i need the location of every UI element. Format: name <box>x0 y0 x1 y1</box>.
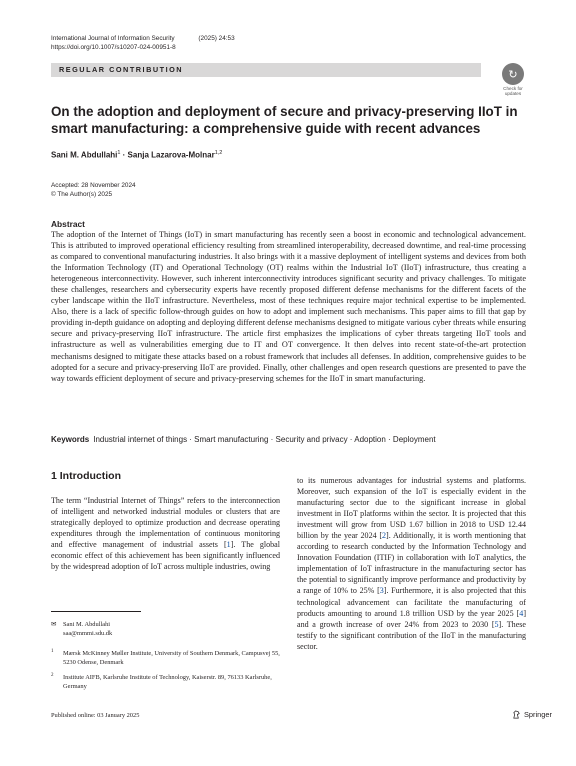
affiliation-number: 1 <box>51 649 54 654</box>
corresponding-name: Sani M. Abdullahi <box>63 621 111 628</box>
author-affiliation-mark: 1 <box>117 150 121 156</box>
journal-name: International Journal of Information Security <box>51 35 175 42</box>
refresh-icon: ↻ <box>502 63 524 85</box>
published-date: Published online: 03 January 2025 <box>51 712 140 719</box>
article-dates <box>51 181 136 199</box>
affiliation <box>51 649 280 667</box>
affiliation-number: 2 <box>51 673 54 678</box>
springer-horse-icon <box>512 710 521 719</box>
citation-link[interactable]: 2 <box>382 531 387 541</box>
author-name: Sanja Lazarova-Molnar <box>127 150 215 160</box>
author-name: Sani M. Abdullahi <box>51 150 118 160</box>
check-for-updates-label: Check for updates <box>503 86 523 96</box>
journal-header <box>51 34 235 52</box>
citation-link[interactable]: 3 <box>379 586 384 596</box>
intro-left-column: The term “Industrial Internet of Things” refers to the interconnection of intelligent and networked industrial modules or clusters that are strategically deployed to optimize production and decrease operating expenditures through the implementation of continuous monitoring and effective management of industrial assets [1]. The global economic effect of this achievement has been significantly influenced by the widespread adoption of IoT across multiple industries, owing <box>51 496 280 572</box>
citation-link[interactable]: 4 <box>519 608 524 618</box>
corresponding-author <box>51 620 112 638</box>
citation-link[interactable]: 5 <box>494 619 499 629</box>
corresponding-email[interactable]: saa@mmmi.sdu.dk <box>63 630 113 637</box>
accepted-date: Accepted: 28 November 2024 <box>51 182 136 189</box>
article-type-banner: REGULAR CONTRIBUTION <box>51 63 481 77</box>
footnote-divider <box>51 611 141 612</box>
intro-right-column: to its numerous advantages for industrial systems and platforms. Moreover, such expansion of the IoT is especially evident in the manufacturing sector due to the significant increase in global investment in IIoT platforms within the sector. It is projected that this investment will grow from USD 1.67 billion in 2018 to USD 12.44 billion by the year 2024 [2]. Additionally, it is worth mentioning that according to research conducted by the Information Technology and Innovation Foundation (ITIF) in collaboration with IoT analytics, the implementation of IoT infrastructure in the manufacturing sector has the potential to significantly improve performance and productivity by a range of 10% to 25% [3]. Furthermore, it is also projected that this technological advancement can facilitate the manufacturing of products amounting to around 1.8 trillion USD by the year 2025 [4] and a growth increase of over 24% from 2023 to 2030 [5]. These testify to the significant contribution of the IIoT in the manufacturing sector. <box>297 476 526 651</box>
copyright-notice: © The Author(s) 2025 <box>51 191 113 198</box>
envelope-icon: ✉ <box>51 621 57 628</box>
doi-link[interactable]: https://doi.org/10.1007/s10207-024-00951-8 <box>51 44 176 51</box>
publisher-logo <box>512 710 552 719</box>
author-separator: · <box>120 150 128 160</box>
affiliation-text: Mærsk McKinney Møller Institute, University of Southern Denmark, Campusvej 55, 5230 Odense, Denmark <box>63 650 280 666</box>
keywords-label: Keywords <box>51 435 90 444</box>
keywords-list: Industrial internet of things · Smart manufacturing · Security and privacy · Adoption · Deployment <box>93 435 436 444</box>
affiliation <box>51 673 280 691</box>
abstract-text: The adoption of the Internet of Things (IoT) in smart manufacturing has recently seen a boost in economic and technological advancement. This is attributed to improved operational efficiency resulting from streamlined interoperability, decreased downtime, and real-time processing as compared to conventional manufacturing industries. It also brings with it a massive deployment of intelligent systems and devices from both the Information Technology (IT) and Operational Technology (OT) realms within the Industrial IoT (IIoT) infrastructure, thus creating a heterogeneous interconnectivity. However, such inherent interconnectivity introduces significant security and privacy challenges. To mitigate these challenges, researchers and cybersecurity experts have recently proposed different defense mechanisms for the different facets of the cyber landscape within the IIoT infrastructure. Nevertheless, most of these techniques require major technical expertise to be implemented. Also, there is a lack of specific follow-through guides on how to adopt and implement such mechanisms. This paper aims to fill that gap by providing in-depth guidance on adopting and deploying different defense mechanisms designed to mitigate various cyber threats while ensuring secure and privacy-preserving IIoT infrastructure. The article first emphasizes the implications of cyber threats targeting IIoT tools and infrastructure as well as vulnerabilities emerging due to IT and OT convergence. It then delves into recent state-of-the-art protection mechanisms designed to mitigate these attacks based on a robust framework that includes all defenses. In addition, comprehensive guides to be adopted for a secure and privacy-preserving IIoT are provided. Finally, other challenges and open research questions are presented to pave the way towards efficient deployment of secure and privacy-preserving schemes for the IIoT in smart manufacturing. <box>51 230 526 383</box>
section-heading: 1 Introduction <box>51 470 121 482</box>
author-affiliation-mark: 1,2 <box>214 150 223 156</box>
affiliation-text: Institute AIFB, Karlsruhe Institute of Technology, Kaiserstr. 89, 76133 Karlsruhe, Germany <box>63 674 272 690</box>
abstract-heading: Abstract <box>51 219 85 229</box>
keywords <box>51 435 526 444</box>
paper-title: On the adoption and deployment of secure and privacy-preserving IIoT in smart manufacturing: a comprehensive guide with recent advances <box>51 104 518 136</box>
publisher-name: Springer <box>524 710 552 719</box>
check-for-updates-badge[interactable] <box>500 63 526 96</box>
author-list <box>51 150 222 160</box>
journal-issue: (2025) 24:53 <box>198 35 235 42</box>
citation-link[interactable]: 1 <box>226 540 231 550</box>
